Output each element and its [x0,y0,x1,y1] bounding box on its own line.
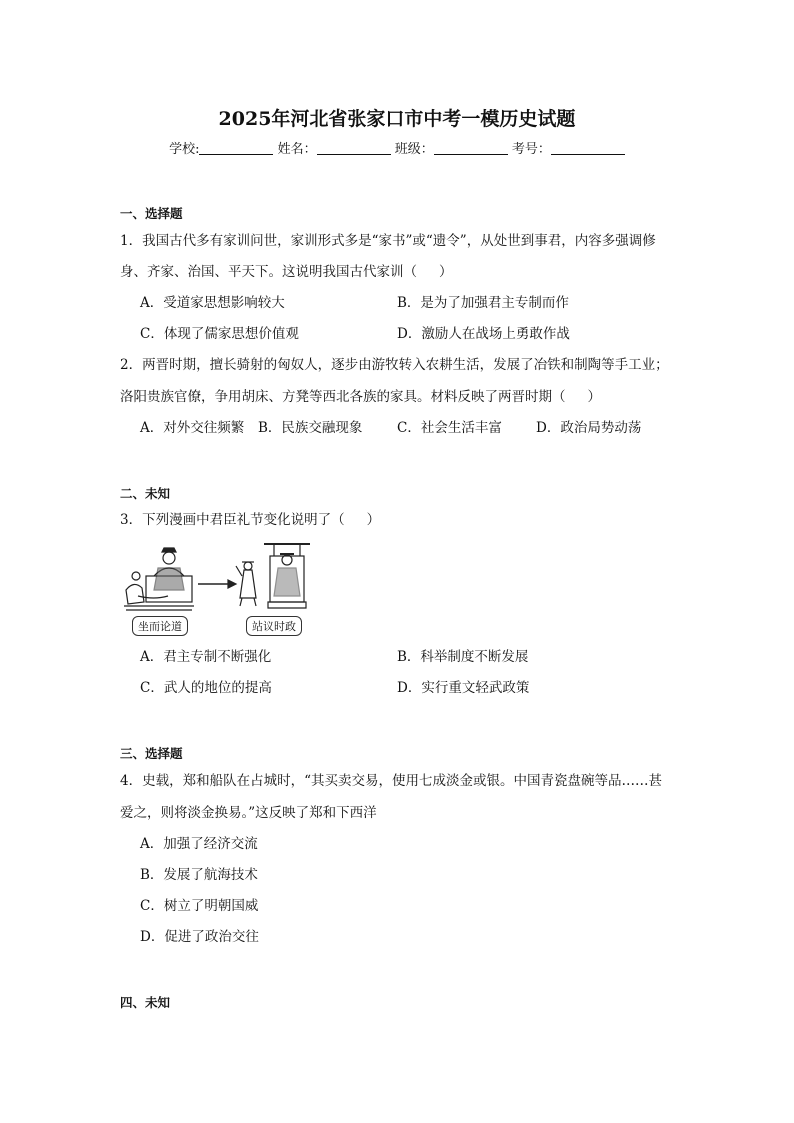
section-heading-1: 一、选择题 [120,206,183,221]
q2-option-d: D．政治局势动荡 [536,420,642,436]
cartoon-illustration [124,540,314,635]
cartoon-label-left: 坐而论道 [132,616,188,636]
q1-stem-line2: 身、齐家、治国、平天下。这说明我国古代家训（ ） [120,264,453,280]
page-title: 2025年河北省张家口市中考一模历史试题 [218,108,576,130]
q3-option-b: B．科举制度不断发展 [397,649,529,665]
q1-option-a: A．受道家思想影响较大 [140,295,285,311]
section-heading-2: 二、未知 [120,486,171,501]
q3-option-c: C．武人的地位的提高 [140,680,272,696]
q4-option-d: D．促进了政治交往 [140,929,259,945]
class-blank [434,142,508,155]
q1-option-b: B．是为了加强君主专制而作 [397,295,569,311]
school-label: 学校: [169,142,200,157]
student-info-line [0,138,794,157]
name-blank [317,142,391,155]
cartoon-label-right: 站议时政 [246,616,302,636]
class-label: 班级： [394,142,434,157]
q2-option-c: C．社会生活丰富 [397,420,502,436]
q4-option-b: B．发展了航海技术 [140,867,258,883]
q2-stem-line1: 2．两晋时期，擅长骑射的匈奴人，逐步由游牧转入农耕生活，发展了冶铁和制陶等手工业； [120,357,669,373]
section-heading-4: 四、未知 [120,995,171,1010]
q4-stem-line1: 4．史载，郑和船队在占城时，“其买卖交易，使用七成淡金或银。中国青瓷盘碗等品……甚 [120,773,662,789]
q2-stem-line2: 洛阳贵族官僚，争用胡床、方凳等西北各族的家具。材料反映了两晋时期（ ） [120,389,601,405]
q2-option-b: B．民族交融现象 [258,420,363,436]
section-heading-3: 三、选择题 [120,746,183,761]
exam-no-blank [551,142,625,155]
q1-stem-line1: 1．我国古代多有家训问世，家训形式多是“家书”或“遗令”，从处世到事君，内容多强调修 [120,233,656,249]
q3-stem: 3．下列漫画中君臣礼节变化说明了（ ） [120,512,381,528]
q3-option-a: A．君主专制不断强化 [140,649,272,665]
school-blank [199,142,273,155]
exam-no-label: 考号： [511,142,551,157]
q1-option-d: D．激励人在战场上勇敢作战 [397,326,570,342]
q4-option-a: A．加强了经济交流 [140,836,258,852]
name-label: 姓名： [277,142,317,157]
q4-stem-line2: 爱之，则将淡金换易。”这反映了郑和下西洋 [120,805,377,821]
q2-option-a: A．对外交往频繁 [140,420,245,436]
q1-option-c: C．体现了儒家思想价值观 [140,326,299,342]
q3-option-d: D．实行重文轻武政策 [397,680,530,696]
q4-option-c: C．树立了明朝国威 [140,898,259,914]
